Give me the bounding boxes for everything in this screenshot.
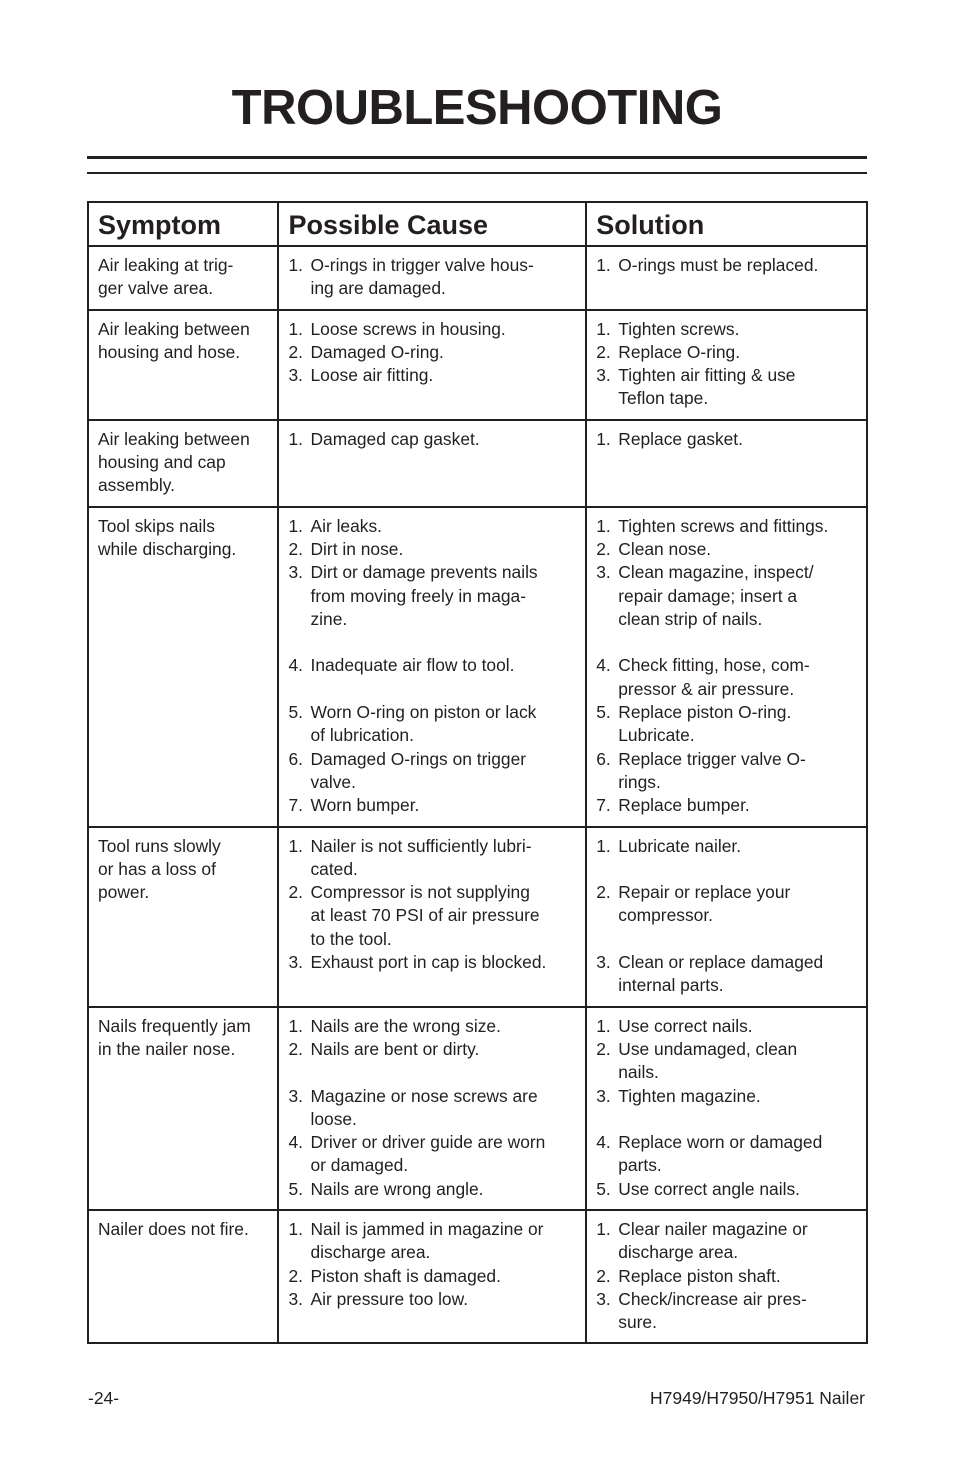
solution-item-number: 4. (596, 655, 611, 676)
symptom-text: Nailer does not fire. (98, 1218, 249, 1239)
table-header-row (88, 202, 867, 246)
symptom-text: Nails frequently jam in the nailer nose. (98, 1015, 251, 1059)
cause-item-number: 5. (288, 1178, 303, 1199)
cause-item (288, 341, 577, 364)
solution-cell (586, 1210, 867, 1343)
solution-item-number: 3. (596, 1085, 611, 1106)
cause-item-text: Nails are bent or dirty. (310, 1038, 480, 1059)
solution-item-number: 1. (596, 1015, 611, 1036)
solution-item (596, 881, 858, 928)
cause-item (288, 1178, 577, 1201)
cause-item (288, 428, 577, 451)
solution-item (596, 1265, 858, 1288)
solution-item (596, 654, 858, 701)
solution-item-text: Tighten screws. (618, 318, 740, 339)
cause-item-number: 1. (288, 428, 303, 449)
cause-item (288, 1131, 577, 1178)
table-row (88, 420, 867, 507)
cause-item-text: Magazine or nose screws are loose. (310, 1085, 538, 1129)
table-row (88, 246, 867, 310)
solution-item (596, 1085, 858, 1108)
spacer (596, 1108, 858, 1131)
cause-item-text: Damaged cap gasket. (310, 428, 480, 449)
cause-cell (278, 1210, 586, 1343)
cause-item-text: Compressor is not supplying at least 70 PSI of air pressure to the tool. (310, 882, 540, 949)
cause-cell (278, 246, 586, 310)
solution-item-text: Repair or replace your compressor. (618, 882, 791, 926)
table-row (88, 1210, 867, 1343)
solution-item-text: Replace piston O-ring. Lubricate. (618, 702, 792, 746)
cause-item (288, 951, 577, 974)
table-row (88, 507, 867, 827)
solution-item-number: 1. (596, 318, 611, 339)
solution-item-number: 2. (596, 882, 611, 903)
solution-item-number: 3. (596, 365, 611, 386)
solution-item-number: 3. (596, 952, 611, 973)
cause-item-text: Air leaks. (310, 515, 382, 536)
cause-item-text: Nailer is not sufficiently lubri- cated. (310, 835, 532, 879)
solution-item-number: 5. (596, 1178, 611, 1199)
cause-item (288, 515, 577, 538)
cause-item-text: O-rings in trigger valve hous- ing are damaged. (310, 255, 534, 299)
solution-cell (586, 827, 867, 1007)
cause-item-text: Loose air fitting. (310, 365, 434, 386)
solution-cell (586, 1007, 867, 1210)
cause-item-number: 3. (288, 562, 303, 583)
solution-item (596, 748, 858, 795)
solution-item-text: Tighten screws and fittings. (618, 515, 829, 536)
page-number: -24- (88, 1388, 120, 1408)
solution-item-text: Replace bumper. (618, 795, 750, 816)
cause-item-number: 3. (288, 1288, 303, 1309)
cause-item-number: 3. (288, 1085, 303, 1106)
spacer (288, 631, 577, 654)
solution-item (596, 1131, 858, 1178)
cause-item-number: 1. (288, 515, 303, 536)
solution-item-number: 2. (596, 1038, 611, 1059)
spacer (596, 858, 858, 881)
solution-item (596, 835, 858, 858)
symptom-text: Tool skips nails while discharging. (98, 515, 237, 559)
solution-cell (586, 310, 867, 420)
solution-item (596, 1178, 858, 1201)
solution-item-number: 5. (596, 702, 611, 723)
symptom-cell (88, 310, 278, 420)
solution-item (596, 1218, 858, 1265)
solution-item-text: Use correct angle nails. (618, 1178, 800, 1199)
solution-item-number: 1. (596, 255, 611, 275)
cause-cell (278, 1007, 586, 1210)
cause-item-text: Worn bumper. (310, 795, 420, 816)
solution-cell (586, 420, 867, 507)
cause-item (288, 364, 577, 387)
cause-item (288, 561, 577, 631)
cause-cell (278, 507, 586, 827)
cause-item-number: 7. (288, 795, 303, 816)
solution-item (596, 364, 858, 411)
solution-item-number: 7. (596, 795, 611, 816)
spacer (596, 928, 858, 951)
symptom-cell (88, 246, 278, 310)
cause-item-text: Loose screws in housing. (310, 318, 506, 339)
cause-item-number: 2. (288, 1265, 303, 1286)
cause-item (288, 654, 577, 677)
solution-item (596, 1015, 858, 1038)
symptom-cell (88, 1210, 278, 1343)
cause-item-number: 2. (288, 341, 303, 362)
solution-item (596, 794, 858, 817)
solution-item (596, 951, 858, 998)
spacer (288, 678, 577, 701)
solution-item-text: Lubricate nailer. (618, 835, 742, 856)
cause-item-number: 4. (288, 1132, 303, 1153)
solution-item (596, 254, 858, 277)
footer-model: H7949/H7950/H7951 Nailer (650, 1388, 865, 1408)
solution-item-number: 6. (596, 748, 611, 769)
solution-item-number: 2. (596, 341, 611, 362)
solution-cell (586, 507, 867, 827)
solution-item-number: 2. (596, 538, 611, 559)
solution-cell (586, 246, 867, 310)
cause-item (288, 1015, 577, 1038)
cause-item (288, 1218, 577, 1265)
cause-item-number: 5. (288, 702, 303, 723)
solution-item (596, 428, 858, 451)
solution-item-number: 1. (596, 515, 611, 536)
solution-item-text: Clean nose. (618, 538, 712, 559)
cause-item (288, 318, 577, 341)
table-body (88, 246, 867, 1343)
troubleshooting-table (87, 201, 868, 1344)
cause-item-number: 2. (288, 538, 303, 559)
cause-cell (278, 827, 586, 1007)
spacer (288, 1061, 577, 1084)
cause-item (288, 1085, 577, 1132)
cause-item (288, 254, 577, 301)
solution-item (596, 701, 858, 748)
cause-item-text: Worn O-ring on piston or lack of lubrication. (310, 702, 537, 746)
cause-item-text: Damaged O-rings on trigger valve. (310, 748, 527, 792)
solution-item (596, 1288, 858, 1335)
cause-item (288, 1265, 577, 1288)
solution-item-text: Replace piston shaft. (618, 1265, 781, 1286)
cause-item-text: Nails are wrong angle. (310, 1178, 484, 1199)
symptom-cell (88, 827, 278, 1007)
solution-item-number: 1. (596, 428, 611, 449)
solution-item-text: Clean magazine, inspect/ repair damage; insert a clean strip of nails. (618, 562, 814, 629)
cause-item-text: Dirt or damage prevents nails from moving freely in maga- zine. (310, 562, 538, 629)
cause-item-text: Inadequate air flow to tool. (310, 655, 515, 676)
cause-cell (278, 420, 586, 507)
cause-item-text: Nail is jammed in magazine or discharge area. (310, 1218, 544, 1263)
solution-item-text: Tighten magazine. (618, 1085, 761, 1106)
cause-item-number: 2. (288, 1038, 303, 1059)
solution-item-text: Clear nailer magazine or discharge area. (618, 1218, 808, 1263)
cause-item-number: 1. (288, 1015, 303, 1036)
cause-item-text: Exhaust port in cap is blocked. (310, 952, 547, 973)
header-solution: Solution (586, 202, 867, 246)
cause-item (288, 748, 577, 795)
header-possible-cause: Possible Cause (278, 202, 586, 246)
title-rule-thick (87, 156, 867, 159)
table-row (88, 310, 867, 420)
cause-item (288, 538, 577, 561)
cause-item-text: Air pressure too low. (310, 1288, 469, 1309)
cause-item (288, 794, 577, 817)
cause-item-text: Driver or driver guide are worn or damaged. (310, 1132, 546, 1176)
solution-item-number: 3. (596, 562, 611, 583)
cause-item-number: 2. (288, 882, 303, 903)
cause-item (288, 835, 577, 882)
solution-item (596, 538, 858, 561)
solution-item-number: 1. (596, 1218, 611, 1239)
cause-item-text: Damaged O-ring. (310, 341, 444, 362)
cause-item (288, 701, 577, 748)
symptom-cell (88, 420, 278, 507)
solution-item-text: Replace worn or damaged parts. (618, 1132, 823, 1176)
solution-item-text: Clean or replace damaged internal parts. (618, 952, 824, 996)
cause-item-number: 1. (288, 318, 303, 339)
solution-item-text: Use correct nails. (618, 1015, 753, 1036)
solution-item (596, 341, 858, 364)
cause-item-number: 1. (288, 835, 303, 856)
solution-item-text: Replace O-ring. (618, 341, 741, 362)
solution-item (596, 515, 858, 538)
cause-item-text: Piston shaft is damaged. (310, 1265, 501, 1286)
solution-item-text: Replace gasket. (618, 428, 743, 449)
symptom-cell (88, 1007, 278, 1210)
cause-item-number: 6. (288, 748, 303, 769)
solution-item-text: O-rings must be replaced. (618, 255, 819, 275)
solution-item (596, 561, 858, 631)
spacer (596, 631, 858, 654)
cause-item-text: Dirt in nose. (310, 538, 404, 559)
solution-item-number: 1. (596, 835, 611, 856)
solution-item (596, 318, 858, 341)
cause-item (288, 1288, 577, 1311)
cause-item-text: Nails are the wrong size. (310, 1015, 501, 1036)
solution-item-text: Tighten air fitting & use Teflon tape. (618, 365, 796, 409)
symptom-text: Tool runs slowly or has a loss of power. (98, 835, 221, 903)
solution-item-text: Check/increase air pres- sure. (618, 1288, 807, 1333)
solution-item-text: Use undamaged, clean nails. (618, 1038, 798, 1083)
cause-item-number: 1. (288, 255, 303, 275)
table-row (88, 1007, 867, 1210)
solution-item (596, 1038, 858, 1085)
solution-item-text: Replace trigger valve O- rings. (618, 748, 806, 792)
solution-item-number: 4. (596, 1132, 611, 1153)
cause-item-number: 3. (288, 952, 303, 973)
cause-item (288, 1038, 577, 1061)
cause-item-number: 3. (288, 365, 303, 386)
title-rule-thin (87, 172, 867, 174)
page-title: TROUBLESHOOTING (231, 81, 723, 135)
solution-item-number: 2. (596, 1265, 611, 1286)
symptom-text: Air leaking between housing and hose. (98, 318, 250, 362)
symptom-text: Air leaking between housing and cap assembly. (98, 428, 250, 496)
header-symptom: Symptom (88, 202, 278, 246)
symptom-cell (88, 507, 278, 827)
table-row (88, 827, 867, 1007)
symptom-text: Air leaking at trig- ger valve area. (98, 255, 234, 299)
solution-item-number: 3. (596, 1288, 611, 1309)
cause-item (288, 881, 577, 951)
cause-cell (278, 310, 586, 420)
solution-item-text: Check fitting, hose, com- pressor & air pressure. (618, 655, 810, 699)
cause-item-number: 4. (288, 655, 303, 676)
cause-item-number: 1. (288, 1218, 303, 1239)
